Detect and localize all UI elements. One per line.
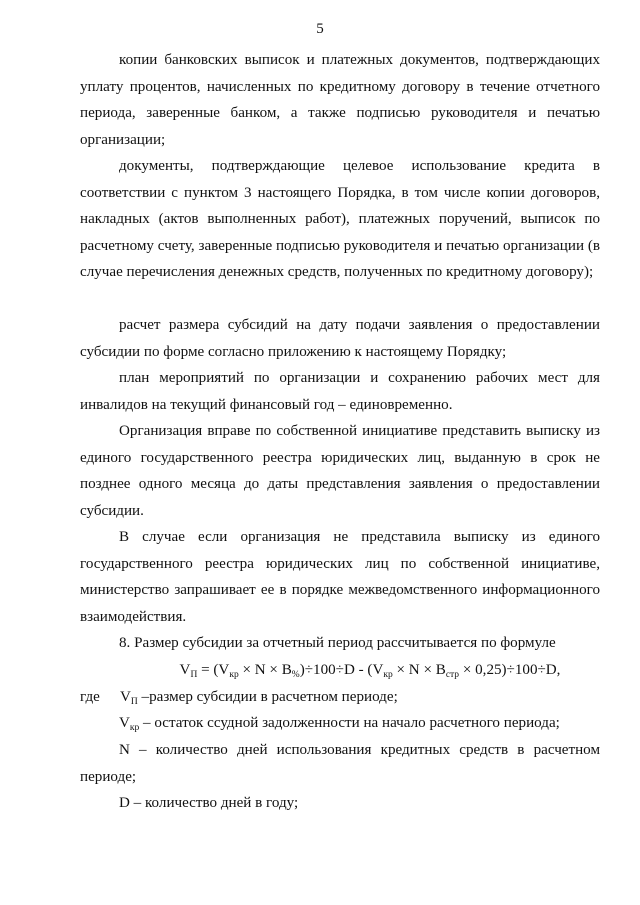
definition-vkr-line: $V_{кр}$ – остаток ссудной задолженности на начало расчетного периода; xyxy=(119,715,560,733)
paragraph-bank-statements: копии банковских выписок и платежных документов, подтверждающих уплату процентов, начисленных по кредитному договору в течение отчетного периода, заверенные банком, а также подписью руководителя и печатью организации; xyxy=(80,52,600,148)
paragraph-formula-intro: 8. Размер субсидии за отчетный период рассчитывается по формуле xyxy=(119,635,556,651)
definition-d-line: D – количество дней в году; xyxy=(119,795,299,811)
paragraph-subsidy-calculation: расчет размера субсидий на дату подачи заявления о предоставлении субсидии по форме согласно приложению к настоящему Порядку; xyxy=(80,317,600,360)
definition-vkr xyxy=(80,710,600,737)
paragraph-register-extract: Организация вправе по собственной инициативе представить выписку из единого государственного реестра юридических лиц, выданную в срок не позднее одного месяца до даты представления заявления о предоставлении субсидии. xyxy=(80,423,600,519)
definition-n xyxy=(80,737,600,790)
text-block-formula-intro xyxy=(80,630,600,657)
where-word: где xyxy=(80,689,100,705)
paragraph-jobs-plan: план мероприятий по организации и сохранению рабочих мест для инвалидов на текущий финансовый год – единовременно. xyxy=(80,370,600,413)
definition-vp-line: где $V_П$ –размер субсидии в расчетном периоде; xyxy=(80,684,600,711)
text-block-documents xyxy=(80,153,600,286)
paragraph-ministry-request: В случае если организация не представила выписку из единого государственного реестра юридических лиц по собственной инициативе, министерство запрашивает ее в порядке межведомственного информационного взаимодействия. xyxy=(80,529,600,625)
definition-d xyxy=(80,790,600,817)
text-block-initiative xyxy=(80,418,600,524)
formula-line xyxy=(80,657,600,684)
definition-n-line: N – количество дней использования кредитных средств в расчетном периоде; xyxy=(80,742,600,785)
text-block-calculation xyxy=(80,312,600,365)
text-block-upper xyxy=(80,47,600,153)
definition-vp xyxy=(80,684,600,711)
paragraph-target-use-documents: документы, подтверждающие целевое использование кредита в соответствии с пунктом 3 настоящего Порядка, в том числе копии договоров, накладных (актов выполненных работ), платежных поручений, выписок по расчетному счету, заверенные подписью руководителя и печатью организации (в случае перечисления денежных средств, полученных по кредитному договору); xyxy=(80,158,600,281)
subsidy-formula: $V_П = (V_{кр} \times N \times B_{\%})\div 100\div D - (V_{кр} \times N \times B_{стр} \times 0,25)\div 100\div D$, xyxy=(179,662,561,680)
page-number: 5 xyxy=(316,21,324,37)
text-block-ministry xyxy=(80,524,600,630)
text-block-plan xyxy=(80,365,600,418)
